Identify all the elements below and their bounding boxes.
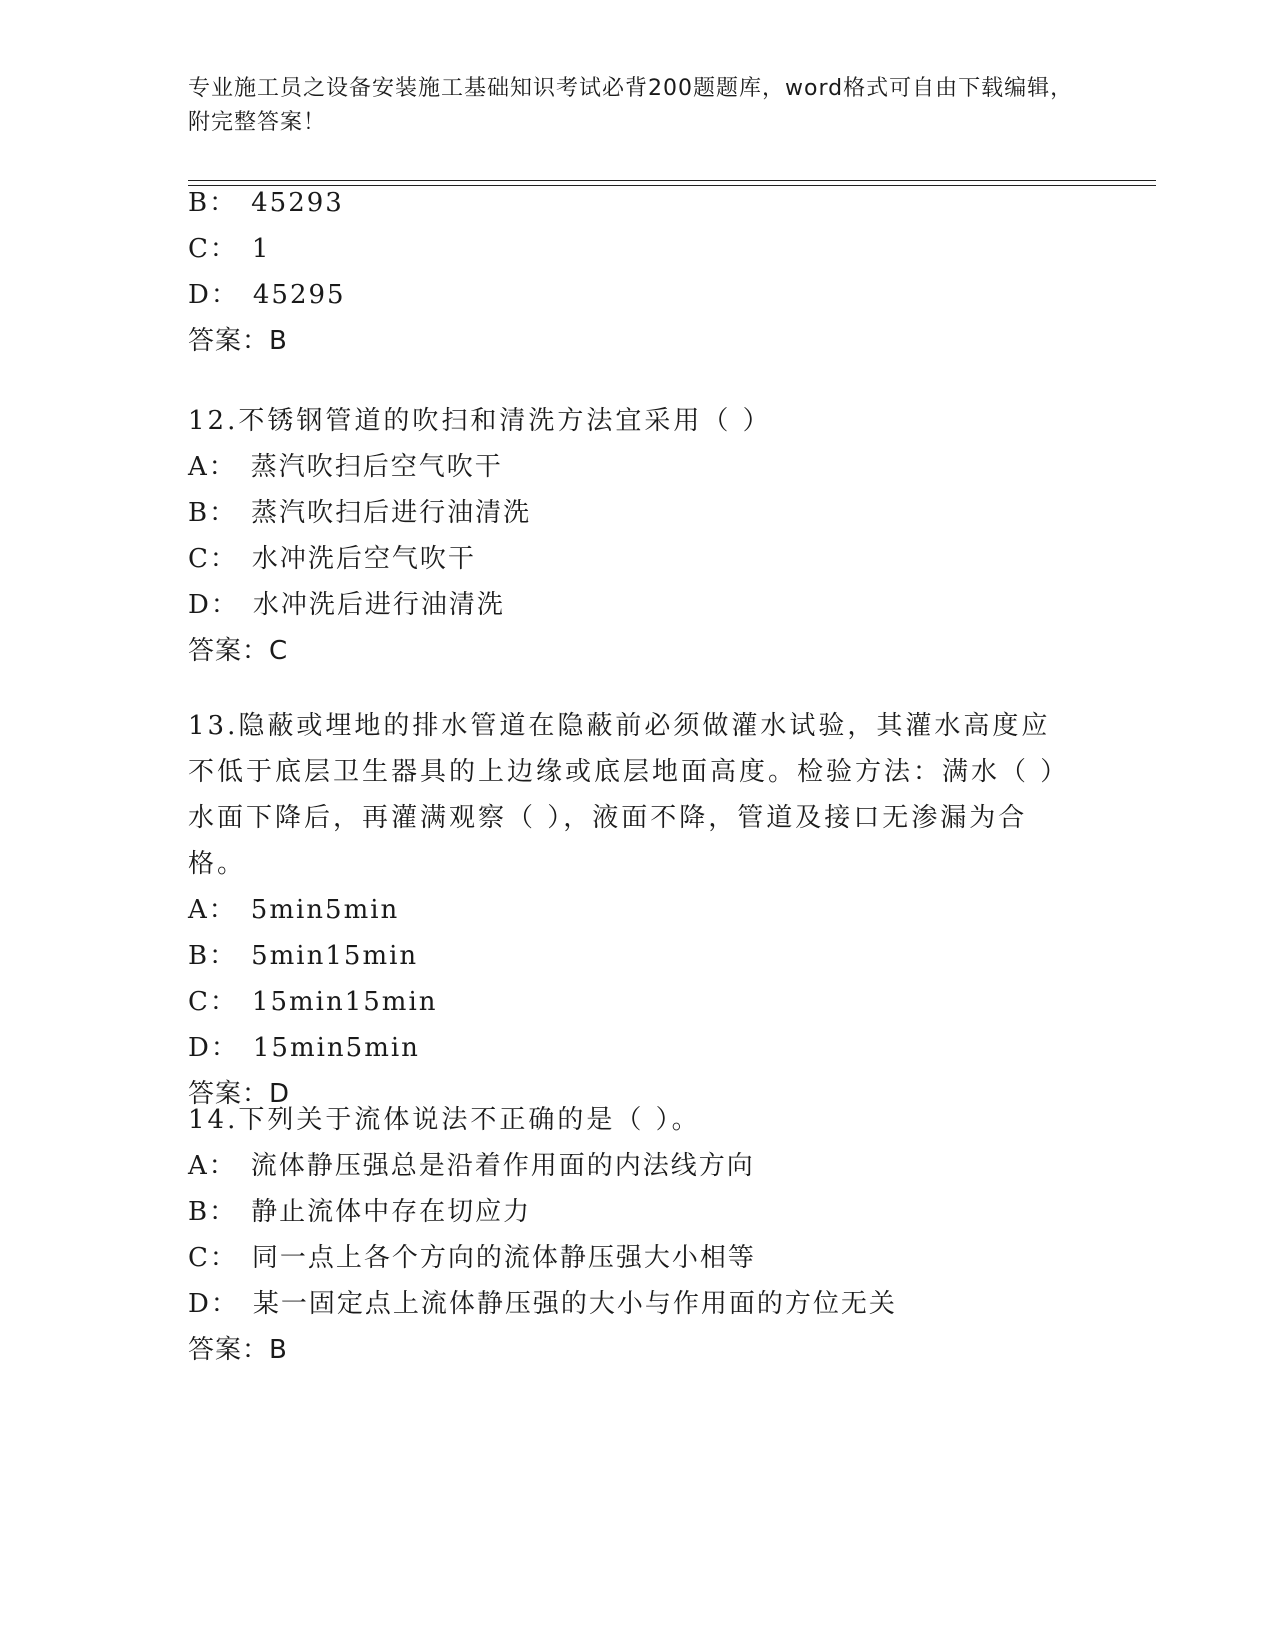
question-text: 14.下列关于流体说法不正确的是（ ）。 [188,1105,701,1135]
option-b: B： 45293 [188,188,344,218]
answer-line: 答案：B [188,1335,288,1365]
option-b: B： 蒸汽吹扫后进行油清洗 [188,498,532,528]
question-12-block [188,398,1088,674]
option-d: D： 某一固定点上流体静压强的大小与作用面的方位无关 [188,1289,897,1319]
question-14-block [188,1097,1088,1373]
option-a: A： 蒸汽吹扫后空气吹干 [188,452,503,482]
option-d: D： 水冲洗后进行油清洗 [188,590,505,620]
option-c: C： 水冲洗后空气吹干 [188,544,476,574]
answer-line: 答案：C [188,636,289,666]
option-c: C： 15min15min [188,987,438,1017]
page-header-title: 专业施工员之设备安装施工基础知识考试必背200题题库，word格式可自由下载编辑，附完整答案！ [188,76,1074,135]
question-text: 13.隐蔽或埋地的排水管道在隐蔽前必须做灌水试验，其灌水高度应不低于底层卫生器具的上边缘或底层地面高度。检验方法：满水（ ）水面下降后，再灌满观察（ ），液面不降，管道及接口无渗漏为合格。 [188,711,1057,879]
option-d: D： 15min5min [188,1033,420,1063]
option-a: A： 5min5min [188,895,400,925]
question-text: 12.不锈钢管道的吹扫和清洗方法宜采用（ ） [188,406,772,436]
option-b: B： 静止流体中存在切应力 [188,1197,532,1227]
answer-line: 答案：B [188,326,288,356]
option-a: A： 流体静压强总是沿着作用面的内法线方向 [188,1151,755,1181]
option-c: C： 1 [188,234,271,264]
option-d: D： 45295 [188,280,346,310]
question-13-block [188,703,1088,1117]
prev-question-block [188,180,1088,364]
answer-line: 答案：D [188,1079,291,1109]
option-c: C： 同一点上各个方向的流体静压强大小相等 [188,1243,756,1273]
option-b: B： 5min15min [188,941,419,971]
